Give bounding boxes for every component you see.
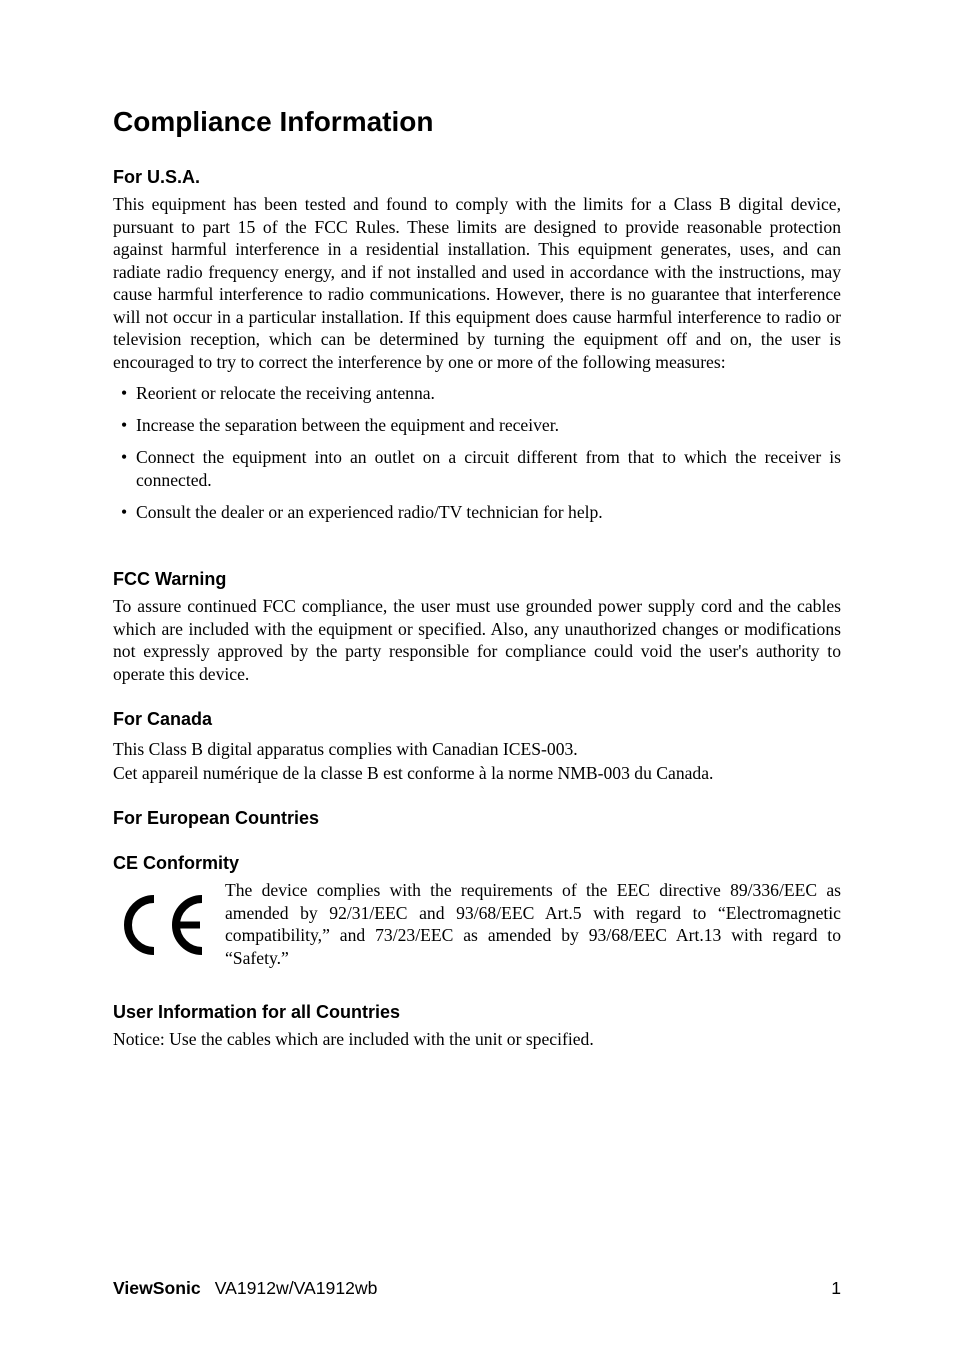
section-heading-ce-conformity: CE Conformity	[113, 853, 239, 873]
list-item: • Consult the dealer or an experienced radio/TV technician for help.	[121, 501, 603, 522]
ce-mark-icon	[121, 893, 207, 957]
list-item: • Increase the separation between the equipment and receiver.	[121, 415, 560, 435]
ce-conformity-text	[225, 879, 841, 969]
section-heading-canada: For Canada	[113, 709, 213, 729]
footer-model: VA1912w/VA1912wb	[214, 1278, 378, 1298]
section-canada-body	[113, 737, 841, 785]
usa-paragraph: This equipment has been tested and found to comply with the limits for a Class B digital device, pursuant to part 15 of the FCC Rules. These limits are designed to provide reasonable protection against harmful interference in a residential installation. This equipment generates, uses, and can radiate radio frequency energy, and if not installed and used in accordance with the instructions, may cause harmful interference to radio communications. However, there is no guarantee that interference will not occur in a particular installation. If this equipment does cause harmful interference to radio or television reception, which can be determined by turning the equipment off and on, the user is encouraged to try to correct the interference by one or more of the following measures:	[113, 194, 841, 372]
bullet-icon: •	[121, 415, 128, 435]
user-info-paragraph: Notice: Use the cables which are included with the unit or specified.	[113, 1029, 594, 1049]
canada-line-french: Cet appareil numérique de la classe B est conforme à la norme NMB-003 du Canada.	[113, 763, 714, 783]
list-item: • Reorient or relocate the receiving antenna.	[121, 383, 435, 403]
fcc-warning-paragraph: To assure continued FCC compliance, the user must use grounded power supply cord and the cables which are included with the equipment or specified. Also, any unauthorized changes or modifications not expressly approved by the party responsible for compliance could void the user's authority to operate this device.	[113, 596, 841, 684]
section-user-information-body	[113, 1028, 841, 1051]
section-fcc-warning-body	[113, 595, 841, 685]
section-usa-body	[113, 193, 841, 533]
page-number: 1	[831, 1278, 841, 1298]
canada-line-english: This Class B digital apparatus complies with Canadian ICES-003.	[113, 739, 578, 759]
section-heading-usa: For U.S.A.	[113, 167, 201, 187]
section-heading-fcc-warning: FCC Warning	[113, 569, 227, 589]
page-title: Compliance Information	[113, 106, 434, 137]
section-heading-europe: For European Countries	[113, 808, 320, 828]
page-footer	[113, 1277, 841, 1299]
bullet-icon: •	[121, 447, 128, 467]
footer-brand: ViewSonic	[113, 1278, 201, 1298]
usa-measures-list	[113, 382, 841, 523]
ce-paragraph: The device complies with the requirements of the EEC directive 89/336/EEC as amended by 92/31/EEC and 93/68/EEC Art.5 with regard to “Electromagnetic compatibility,” and 73/23/EEC as amended by 93/68/EEC Art.13 with regard to “Safety.”	[225, 880, 841, 968]
bullet-icon: •	[121, 383, 128, 403]
list-item: • Connect the equipment into an outlet on a circuit different from that to which the receiver is connected.	[121, 447, 841, 490]
section-heading-user-information: User Information for all Countries	[113, 1002, 401, 1022]
bullet-icon: •	[121, 501, 128, 522]
